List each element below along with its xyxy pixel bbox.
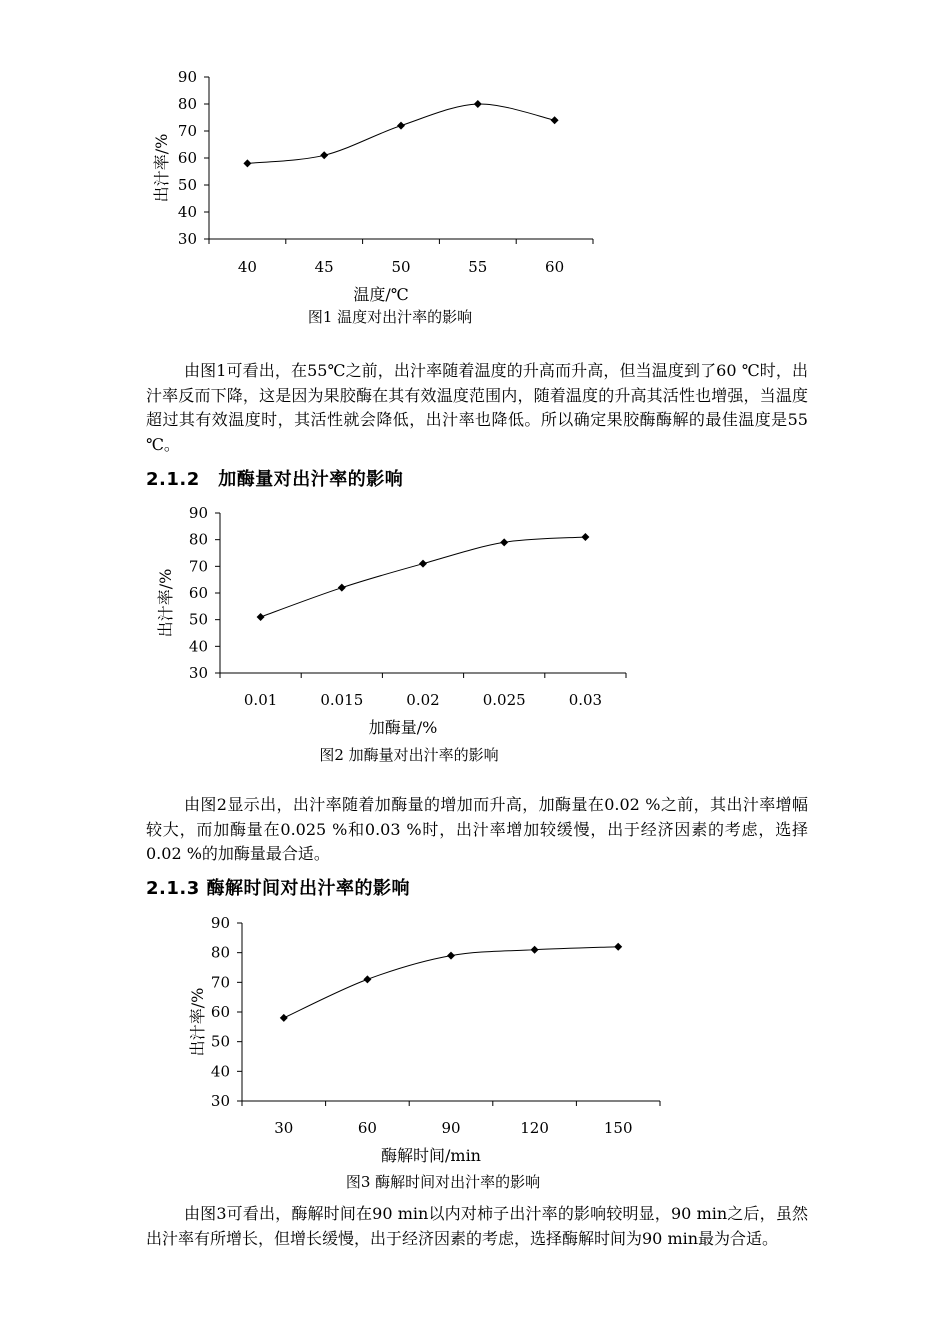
paragraph-3: 由图3可看出，酶解时间在90 min以内对柿子出汁率的影响较明显，90 min之后，虽然出汁率有所增长，但增长缓慢，出于经济因素的考虑，选择酶解时间为90 min最为合适。 <box>146 1204 808 1248</box>
y-tick-label: 80 <box>188 530 208 549</box>
x-tick-label: 45 <box>314 258 334 276</box>
y-tick-label: 30 <box>210 1092 230 1110</box>
section-heading-2-1-3: 2.1.3 酶解时间对出汁率的影响 <box>146 878 411 899</box>
y-tick-label: 70 <box>177 122 197 140</box>
data-point <box>280 1014 288 1022</box>
x-tick-label: 40 <box>237 258 257 276</box>
data-point <box>363 975 371 983</box>
data-point <box>257 613 265 621</box>
x-tick-label: 120 <box>520 1119 549 1137</box>
figure-1-chart <box>0 60 950 340</box>
x-tick-label: 0.025 <box>482 691 526 709</box>
y-tick-label: 30 <box>177 230 197 248</box>
y-tick-label: 50 <box>177 176 197 194</box>
x-tick-label: 150 <box>603 1119 633 1137</box>
y-tick-label: 60 <box>188 584 208 602</box>
y-tick-label: 40 <box>188 637 208 656</box>
y-axis-label: 出汁率/% <box>156 568 175 638</box>
paragraph-2: 由图2显示出，出汁率随着加酶量的增加而升高，加酶量在0.02 %之前，其出汁率增幅较大，而加酶量在0.025 %和0.03 %时，出汁率增加较缓慢，出于经济因素的考虑，选择0.02 %的加酶量最合适。 <box>146 795 808 863</box>
figure-caption: 图3 酶解时间对出汁率的影响 <box>345 1173 541 1191</box>
y-tick-label: 60 <box>177 149 197 167</box>
data-point <box>614 943 622 951</box>
y-tick-label: 90 <box>177 68 197 86</box>
figure-1 <box>0 60 950 340</box>
y-tick-label: 80 <box>210 943 230 962</box>
x-axis-label: 温度/℃ <box>353 285 409 304</box>
y-tick-label: 90 <box>188 504 208 522</box>
y-tick-label: 60 <box>210 1003 230 1021</box>
series-line <box>261 537 586 617</box>
data-point <box>447 952 455 960</box>
figure-3 <box>0 906 950 1196</box>
x-tick-label: 30 <box>274 1119 294 1137</box>
y-tick-label: 50 <box>188 610 208 629</box>
data-point <box>531 946 539 954</box>
y-tick-label: 70 <box>210 973 230 992</box>
figure-2 <box>0 498 950 773</box>
figure-3-chart <box>0 906 950 1196</box>
y-tick-label: 40 <box>210 1062 230 1081</box>
section-heading-2-1-2: 2.1.2 加酶量对出汁率的影响 <box>146 469 404 490</box>
x-tick-label: 0.03 <box>568 691 603 709</box>
x-axis-label: 加酶量/% <box>368 718 438 737</box>
data-point <box>474 100 482 108</box>
x-tick-label: 60 <box>545 258 565 276</box>
y-tick-label: 30 <box>188 664 208 682</box>
y-tick-label: 80 <box>177 95 197 113</box>
x-tick-label: 0.02 <box>406 691 440 709</box>
figure-caption: 图2 加酶量对出汁率的影响 <box>319 746 499 764</box>
y-tick-label: 70 <box>188 557 208 576</box>
figure-2-chart <box>0 498 950 773</box>
x-tick-label: 0.01 <box>243 691 278 709</box>
data-point <box>243 159 251 167</box>
data-point <box>500 538 508 546</box>
y-axis-label: 出汁率/% <box>152 133 171 203</box>
data-point <box>397 122 405 130</box>
data-point <box>551 116 559 124</box>
data-point <box>581 533 589 541</box>
y-tick-label: 40 <box>177 203 197 221</box>
x-tick-label: 90 <box>441 1119 461 1137</box>
y-tick-label: 90 <box>210 914 230 932</box>
series-line <box>247 104 554 163</box>
x-axis-label: 酶解时间/min <box>381 1146 481 1165</box>
data-point <box>419 560 427 568</box>
data-point <box>338 584 346 592</box>
x-tick-label: 50 <box>391 258 411 276</box>
data-point <box>320 151 328 159</box>
x-tick-label: 0.015 <box>320 691 364 709</box>
y-tick-label: 50 <box>210 1032 230 1051</box>
y-axis-label: 出汁率/% <box>188 987 207 1057</box>
figure-caption: 图1 温度对出汁率的影响 <box>307 308 473 326</box>
x-tick-label: 60 <box>357 1119 377 1137</box>
paragraph-1: 由图1可看出，在55℃之前，出汁率随着温度的升高而升高，但当温度到了60 ℃时，出汁率反而下降，这是因为果胶酶在其有效温度范围内，随着温度的升高其活性也增强，当温度超过其有效温度时，其活性就会降低，出汁率也降低。所以确定果胶酶酶解的最佳温度是55 ℃。 <box>146 361 808 454</box>
x-tick-label: 55 <box>468 258 488 276</box>
